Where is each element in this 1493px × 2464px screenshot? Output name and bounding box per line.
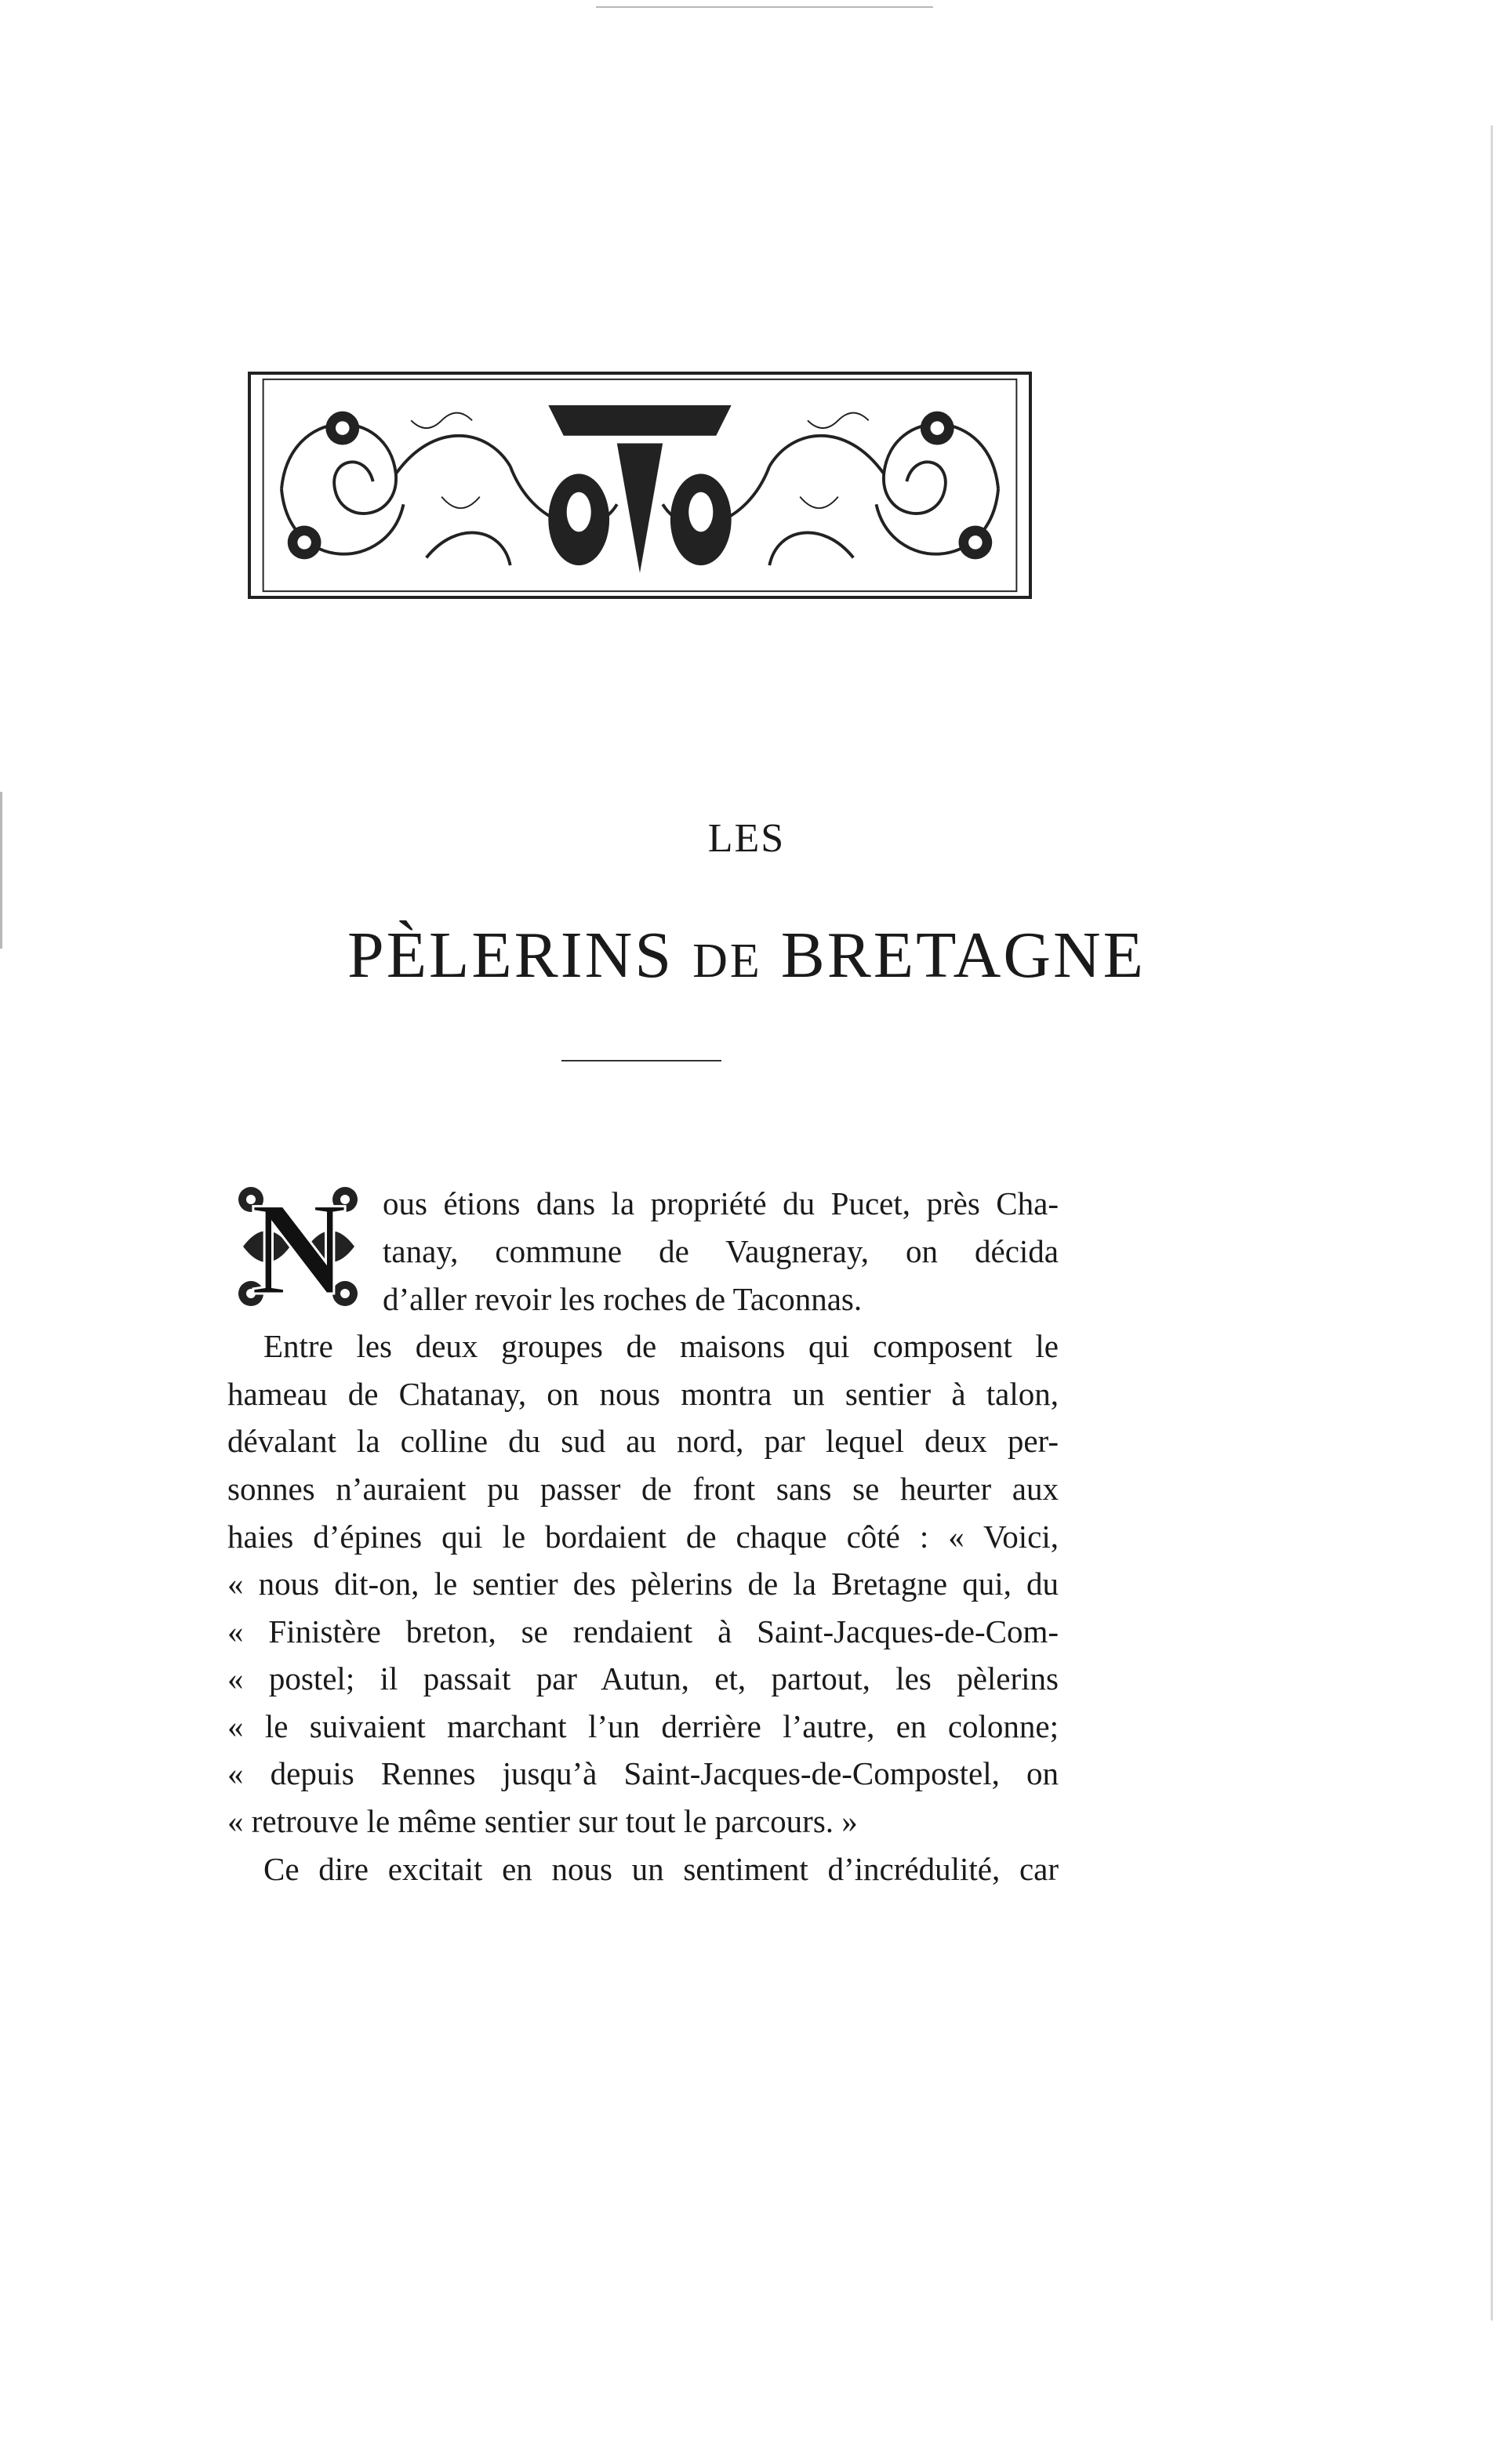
paragraph-line: haies d’épines qui le bordaient de chaque côté : « Voici, — [227, 1519, 1059, 1555]
drop-cap-n-icon — [227, 1176, 370, 1319]
paragraph-line: d’aller revoir les roches de Taconnas. — [383, 1281, 863, 1317]
paragraph-line: « retrouve le même sentier sur tout le parcours. » — [227, 1803, 858, 1839]
paragraph-line: « postel; il passait par Autun, et, partout, les pèlerins — [227, 1660, 1059, 1696]
paragraph-line: « depuis Rennes jusqu’à Saint-Jacques-de-Compostel, on — [227, 1755, 1059, 1791]
paragraph-line: « nous dit-on, le sentier des pèlerins de la Bretagne qui, du — [227, 1566, 1059, 1602]
ornamental-headpiece-banner — [248, 372, 1032, 599]
page-edge-mark-top — [596, 6, 933, 8]
paragraph-line: dévalant la colline du sud au nord, par lequel deux per- — [227, 1423, 1059, 1459]
paragraph-line: Ce dire excitait en nous un sentiment d’incrédulité, car — [263, 1851, 1059, 1887]
paragraph-line: « Finistère breton, se rendaient à Saint-Jacques-de-Com- — [227, 1613, 1059, 1649]
paragraph-line: tanay, commune de Vaugneray, on décida — [383, 1233, 1059, 1269]
title-word-bretagne: BRETAGNE — [780, 919, 1146, 992]
ornamental-headpiece-icon — [251, 375, 1029, 596]
page-title — [0, 917, 1493, 993]
heading-pre-title: LES — [707, 816, 786, 861]
paragraph-line: Entre les deux groupes de maisons qui composent le — [263, 1328, 1059, 1364]
title-word-pelerins: PÈLERINS — [347, 919, 674, 992]
paragraph-line: hameau de Chatanay, on nous montra un sentier à talon, — [227, 1376, 1059, 1412]
paragraph-line: ous étions dans la propriété du Pucet, près Cha- — [383, 1185, 1059, 1221]
title-word-de: DE — [692, 934, 762, 988]
paragraph-line: « le suivaient marchant l’un derrière l’autre, en colonne; — [227, 1708, 1059, 1744]
drop-cap-letter: N — [250, 1176, 347, 1319]
title-divider-rule — [561, 1060, 721, 1061]
paragraph-line: sonnes n’auraient pu passer de front sans se heurter aux — [227, 1471, 1059, 1507]
